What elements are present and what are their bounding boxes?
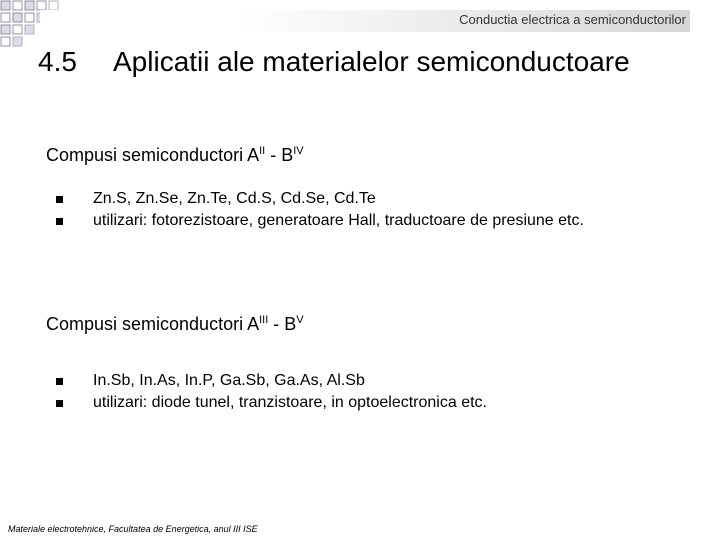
bullet-square-icon xyxy=(56,218,63,225)
heading-sup-b: IV xyxy=(293,145,304,157)
heading-middle: - B xyxy=(268,314,297,334)
section-number: 4.5 xyxy=(38,46,77,77)
slide-title xyxy=(38,46,630,78)
bullet-text: utilizari: fotorezistoare, generatoare Hall, traductoare de presiune etc. xyxy=(93,212,584,229)
heading-prefix: Compusi semiconductori A xyxy=(46,314,260,334)
section-heading-1 xyxy=(46,145,304,166)
heading-middle: - B xyxy=(265,145,294,165)
header-text: Conductia electrica a semiconductorilor xyxy=(459,12,686,27)
bullet-square-icon xyxy=(56,196,63,203)
section-heading-2 xyxy=(46,314,304,335)
bullet-text: Zn.S, Zn.Se, Zn.Te, Cd.S, Cd.Se, Cd.Te xyxy=(93,190,376,207)
heading-sup-b: V xyxy=(296,314,304,326)
bullet-square-icon xyxy=(56,378,63,385)
bullet-text: utilizari: diode tunel, tranzistoare, in optoelectronica etc. xyxy=(93,394,487,411)
footer-text: Materiale electrotehnice, Facultatea de Energetica, anul III ISE xyxy=(8,524,258,534)
heading-sup-a: II xyxy=(259,145,266,157)
bullet-square-icon xyxy=(56,400,63,407)
heading-sup-a: III xyxy=(259,314,269,326)
bullet-text: In.Sb, In.As, In.P, Ga.Sb, Ga.As, Al.Sb xyxy=(93,372,365,389)
heading-prefix: Compusi semiconductori A xyxy=(46,145,260,165)
title-text: Aplicatii ale materialelor semiconductoare xyxy=(113,46,630,77)
